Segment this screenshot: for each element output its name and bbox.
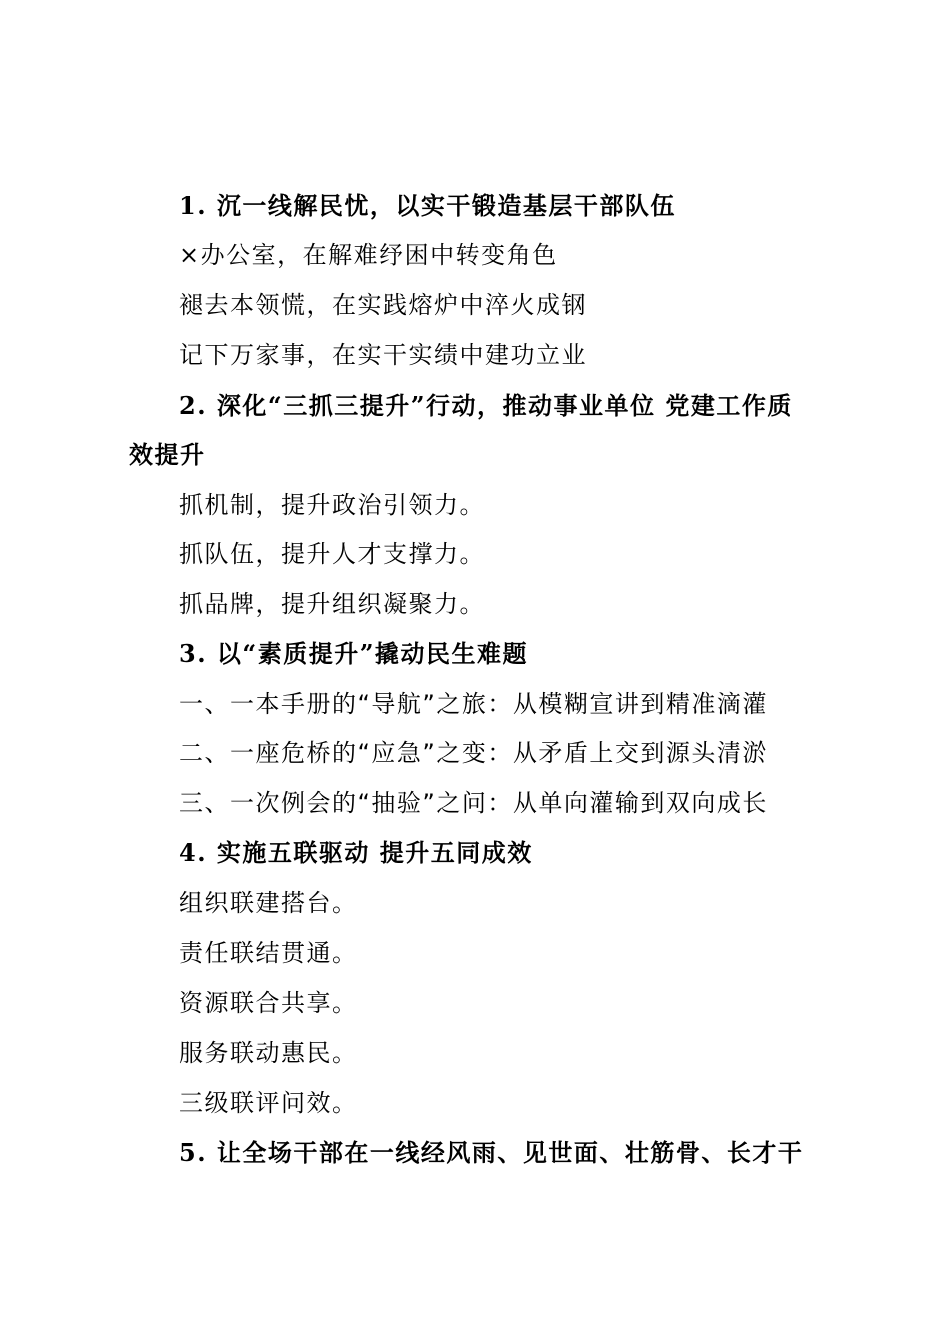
subpoint-line: 资源联合共享。 xyxy=(179,989,358,1017)
section-heading-4: 4. 实施五联驱动 提升五同成效 xyxy=(179,838,533,867)
subpoint-line: 三级联评问效。 xyxy=(179,1089,358,1117)
section-heading-1: 1. 沉一线解民忧，以实干锻造基层干部队伍 xyxy=(179,191,676,220)
subpoint-line: ×办公室，在解难纾困中转变角色 xyxy=(179,241,558,269)
subpoint-line: 记下万家事，在实干实绩中建功立业 xyxy=(179,341,587,369)
subpoint-line: 抓品牌，提升组织凝聚力。 xyxy=(179,590,485,618)
section-heading-5: 5. 让全场干部在一线经风雨、见世面、壮筋骨、长才干 xyxy=(179,1138,804,1167)
subpoint-line: 服务联动惠民。 xyxy=(179,1039,358,1067)
section-heading-2-continuation: 效提升 xyxy=(129,440,206,469)
subpoint-line: 抓队伍，提升人才支撑力。 xyxy=(179,540,485,568)
subpoint-line: 组织联建搭台。 xyxy=(179,889,358,917)
subpoint-line: 抓机制，提升政治引领力。 xyxy=(179,491,485,519)
subpoint-line: 二、一座危桥的“应急”之变：从矛盾上交到源头清淤 xyxy=(179,739,768,767)
subpoint-line: 一、一本手册的“导航”之旅：从模糊宣讲到精准滴灌 xyxy=(179,690,768,718)
subpoint-line: 褪去本领慌，在实践熔炉中淬火成钢 xyxy=(179,291,587,319)
section-heading-3: 3. 以“素质提升”撬动民生难题 xyxy=(179,639,529,668)
subpoint-line: 三、一次例会的“抽验”之问：从单向灌输到双向成长 xyxy=(179,789,768,817)
section-heading-2: 2. 深化“三抓三提升”行动，推动事业单位 党建工作质 xyxy=(179,391,793,420)
subpoint-line: 责任联结贯通。 xyxy=(179,939,358,967)
